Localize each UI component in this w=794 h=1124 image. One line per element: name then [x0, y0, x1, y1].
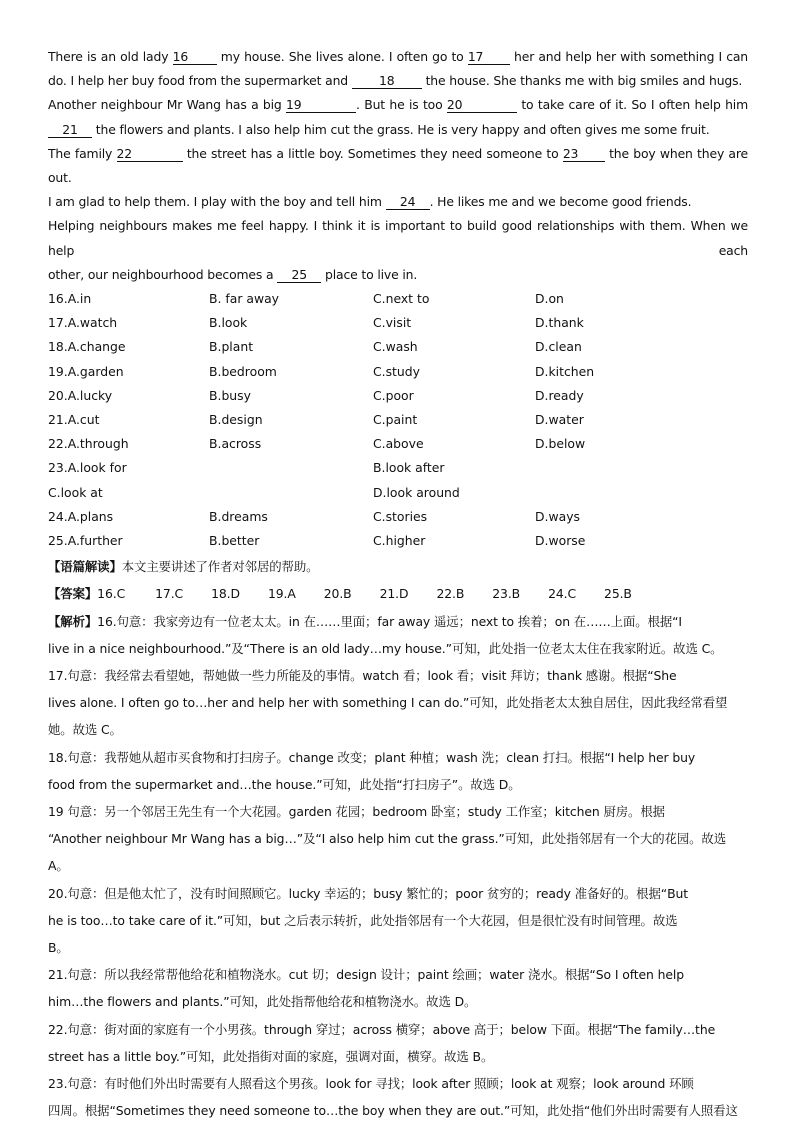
blank-19[interactable]: 19 — [286, 98, 356, 113]
answers — [48, 580, 748, 607]
option[interactable]: 23.A.look for — [48, 456, 127, 480]
answer-item: 20.B — [324, 580, 352, 607]
option[interactable]: B.design — [209, 408, 263, 432]
option[interactable]: D.water — [535, 408, 584, 432]
analysis-line: A。 — [48, 852, 748, 879]
answer-item: 21.D — [380, 580, 409, 607]
option[interactable]: 18.A.change — [48, 335, 126, 359]
blank-16[interactable]: 16 — [173, 50, 217, 65]
answer-item: 25.B — [604, 580, 632, 607]
option[interactable]: 22.A.through — [48, 432, 129, 456]
option-row — [48, 287, 748, 311]
analysis-line: 19 句意：另一个邻居王先生有一个大花园。garden 花园；bedroom 卧室；study 工作室；kitchen 厨房。根据 — [48, 798, 748, 825]
option[interactable]: D.thank — [535, 311, 584, 335]
blank-21[interactable]: 21 — [48, 123, 92, 138]
option[interactable]: C.poor — [373, 384, 414, 408]
option[interactable]: D.ways — [535, 505, 580, 529]
answer-item: 22.B — [436, 580, 464, 607]
option[interactable]: D.worse — [535, 529, 585, 553]
answer-item: 23.B — [492, 580, 520, 607]
option-row — [48, 408, 748, 432]
answer-item: 24.C — [548, 580, 576, 607]
option[interactable]: C.above — [373, 432, 424, 456]
analysis-line: 23.句意：有时他们外出时需要有人照看这个男孩。look for 寻找；look after 照顾；look at 观察；look around 环顾 — [48, 1070, 748, 1097]
passage-line: do. I help her buy food from the supermarket and 18 the house. She thanks me with big smiles and hugs. — [48, 69, 748, 93]
option[interactable]: 20.A.lucky — [48, 384, 112, 408]
blank-24[interactable]: 24 — [386, 195, 430, 210]
summary-label: 【语篇解读】 — [48, 559, 122, 574]
passage-line: The family 22 the street has a little boy. Sometimes they need someone to 23 the boy when they are out. — [48, 142, 748, 190]
option[interactable]: D.clean — [535, 335, 582, 359]
answer-item: 16.C — [97, 580, 125, 607]
option-row — [48, 335, 748, 359]
blank-17[interactable]: 17 — [468, 50, 510, 65]
analysis-label: 【解析】 — [48, 614, 97, 629]
option-row — [48, 432, 748, 456]
analysis-line: B。 — [48, 934, 748, 961]
option[interactable]: B.dreams — [209, 505, 268, 529]
option[interactable]: C.visit — [373, 311, 411, 335]
option[interactable]: C.next to — [373, 287, 429, 311]
blank-23[interactable]: 23 — [563, 147, 605, 162]
option[interactable]: 16.A.in — [48, 287, 91, 311]
passage — [48, 45, 748, 287]
analysis-line: 18.句意：我帮她从超市买食物和打扫房子。change 改变；plant 种植；wash 洗；clean 打扫。根据“I help her buy — [48, 744, 748, 771]
analysis-line: he is too…to take care of it.”可知，but 之后表示转折，此处指邻居有一个大花园，但是很忙没有时间管理。故选 — [48, 907, 748, 934]
analysis-line: live in a nice neighbourhood.”及“There is an old lady…my house.”可知，此处指一位老太太住在我家附近。故选 C。 — [48, 635, 748, 662]
analysis-line: 20.句意：但是他太忙了，没有时间照顾它。lucky 幸运的；busy 繁忙的；poor 贫穷的；ready 准备好的。根据“But — [48, 880, 748, 907]
analysis-line: lives alone. I often go to…her and help her with something I can do.”可知，此处指老太太独自居住，因此我经常看望 — [48, 689, 748, 716]
document-page — [48, 45, 748, 1124]
option[interactable]: C.stories — [373, 505, 427, 529]
option[interactable]: C.study — [373, 360, 420, 384]
option-row — [48, 481, 748, 505]
blank-22[interactable]: 22 — [117, 147, 183, 162]
analysis-line: street has a little boy.”可知，此处指街对面的家庭，强调对面，横穿。故选 B。 — [48, 1043, 748, 1070]
option-row — [48, 529, 748, 553]
option[interactable]: 19.A.garden — [48, 360, 124, 384]
answer-item: 17.C — [155, 580, 183, 607]
option[interactable]: B.across — [209, 432, 261, 456]
option[interactable]: 25.A.further — [48, 529, 123, 553]
option[interactable]: D.below — [535, 432, 585, 456]
passage-line: 21 the flowers and plants. I also help him cut the grass. He is very happy and often gives me some fruit. — [48, 118, 748, 142]
passage-line: Another neighbour Mr Wang has a big 19 . But he is too 20 to take care of it. So I often help him — [48, 93, 748, 117]
options-list — [48, 287, 748, 553]
passage-line: Helping neighbours makes me feel happy. I think it is important to build good relationships with them. When we help each — [48, 214, 748, 262]
summary-text: 本文主要讲述了作者对邻居的帮助。 — [122, 559, 319, 574]
analysis-line: 她。故选 C。 — [48, 716, 748, 743]
option[interactable]: D.kitchen — [535, 360, 594, 384]
option[interactable]: C.wash — [373, 335, 418, 359]
option-row — [48, 360, 748, 384]
answer-item: 19.A — [268, 580, 296, 607]
analysis-line: him…the flowers and plants.”可知，此处指帮他给花和植物浇水。故选 D。 — [48, 988, 748, 1015]
analysis-line: 22.句意：街对面的家庭有一个小男孩。through 穿过；across 横穿；above 高于；below 下面。根据“The family…the — [48, 1016, 748, 1043]
passage-line: other, our neighbourhood becomes a 25 place to live in. — [48, 263, 748, 287]
option[interactable]: B.better — [209, 529, 259, 553]
option-row — [48, 505, 748, 529]
option[interactable]: B.busy — [209, 384, 251, 408]
analysis-line: 21.句意：所以我经常帮他给花和植物浇水。cut 切；design 设计；paint 绘画；water 浇水。根据“So I often help — [48, 961, 748, 988]
option[interactable]: C.higher — [373, 529, 425, 553]
option[interactable]: B.look after — [373, 456, 444, 480]
option[interactable]: 21.A.cut — [48, 408, 99, 432]
analysis-line: 17.句意：我经常去看望她，帮她做一些力所能及的事情。watch 看；look 看；visit 拜访；thank 感谢。根据“She — [48, 662, 748, 689]
blank-18[interactable]: 18 — [352, 74, 422, 89]
option[interactable]: B.plant — [209, 335, 253, 359]
option[interactable]: B. far away — [209, 287, 279, 311]
option-row — [48, 384, 748, 408]
option[interactable]: B.look — [209, 311, 247, 335]
analysis-line: 【解析】16.句意：我家旁边有一位老太太。in 在……里面；far away 遥远；next to 挨着；on 在……上面。根据“I — [48, 608, 748, 635]
option[interactable]: C.paint — [373, 408, 417, 432]
option[interactable]: D.ready — [535, 384, 584, 408]
option[interactable]: B.bedroom — [209, 360, 277, 384]
answer-item: 18.D — [211, 580, 240, 607]
blank-20[interactable]: 20 — [447, 98, 517, 113]
analysis-line: 四周。根据“Sometimes they need someone to…the boy when they are out.”可知，此处指“他们外出时需要有人照看这 — [48, 1097, 748, 1124]
option[interactable]: D.on — [535, 287, 564, 311]
analysis-line: food from the supermarket and…the house.”可知，此处指“打扫房子”。故选 D。 — [48, 771, 748, 798]
analysis-line: “Another neighbour Mr Wang has a big…”及“I also help him cut the grass.”可知，此处指邻居有一个大的花园。故选 — [48, 825, 748, 852]
analysis — [48, 608, 748, 1124]
option[interactable]: D.look around — [373, 481, 460, 505]
answers-label: 【答案】 — [48, 580, 97, 607]
option[interactable]: 24.A.plans — [48, 505, 113, 529]
passage-line: There is an old lady 16 my house. She lives alone. I often go to 17 her and help her with something I can — [48, 45, 748, 69]
option[interactable]: C.look at — [48, 481, 103, 505]
option-row — [48, 456, 748, 480]
passage-line: I am glad to help them. I play with the boy and tell him 24 . He likes me and we become good friends. — [48, 190, 748, 214]
summary — [48, 553, 748, 580]
option-row — [48, 311, 748, 335]
blank-25[interactable]: 25 — [277, 268, 321, 283]
option[interactable]: 17.A.watch — [48, 311, 117, 335]
